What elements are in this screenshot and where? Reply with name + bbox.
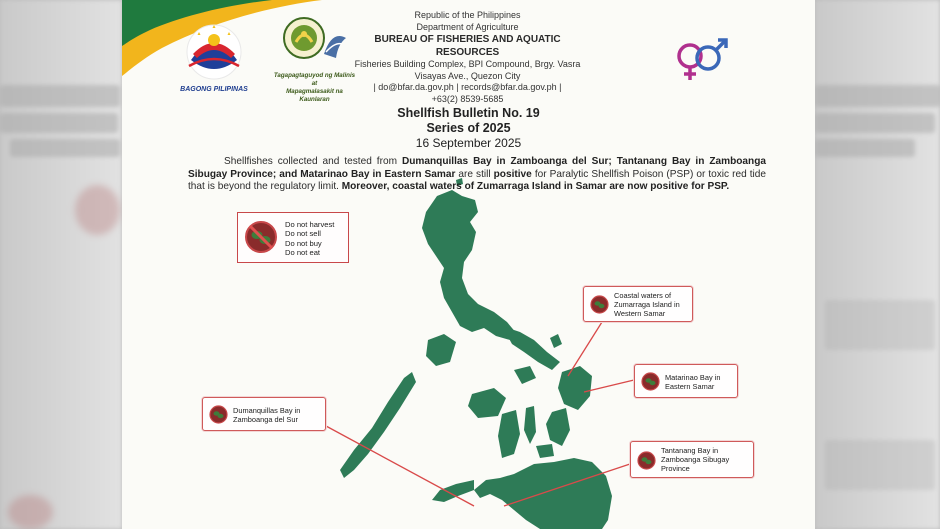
callout-tantanang [630,441,754,478]
bulletin-page [122,0,815,529]
leader-line-matarinao [584,380,634,392]
bagong-pilipinas-caption: BAGONG PILIPINAS [180,86,248,93]
blurred-background-right [815,0,940,529]
shellfish-warning-box [237,212,349,263]
warning-item: Do not eat [285,247,321,257]
blurred-callout-right [825,300,935,350]
callout-label: Matarinao Bay in Eastern Samar [665,373,721,391]
republic-line: Republic of the Philippines [414,10,521,20]
map-island-panay [468,388,506,418]
map-island-negros [498,410,520,458]
map-island-mindoro [426,334,456,366]
da-slogan-line-1: Tagapagtaguyod ng Malinis at [273,72,356,87]
blurred-text-left [10,139,120,157]
bureau-name: BUREAU OF FISHERIES AND AQUATIC RESOURCES [374,34,561,58]
blurred-text-right [815,139,915,157]
map-island-luzon [422,190,517,340]
notice-text-2: are still [455,168,494,180]
callout-label: Coastal waters of Zumarraga Island in Western Samar [614,291,680,318]
shellfish-warning-icon [590,295,609,314]
shellfish-warning-icon [209,405,228,424]
map-islands [340,178,612,529]
shellfish-warning-icon [637,451,656,470]
callout-matarinao [634,364,738,398]
notice-new-area: Moreover, coastal waters of Zumarraga Island in Samar are now positive for PSP. [341,181,730,193]
department-line: Department of Agriculture [416,21,519,32]
warning-item: Do not sell [285,229,321,239]
bulletin-title: Shellfish Bulletin No. 19 [397,106,540,120]
callout-dumanquillas [202,397,326,431]
bulletin-notice [188,156,766,194]
callout-label: Dumanquillas Bay in Zamboanga del Sur [233,406,301,424]
warning-item: Do not buy [285,238,322,248]
da-slogan-line-2: Mapagmalasakit na Kaunlaran [286,88,343,103]
address-line-1: Fisheries Building Complex, BPI Compound, Brgy. Vasra [354,59,581,69]
blurred-background-left [0,0,122,529]
address-line-2: Visayas Ave., Quezon City [414,70,521,81]
blurred-text-left [0,113,118,133]
blurred-text-right [815,113,935,133]
map-island-cebu [524,406,536,444]
blurred-text-left [0,85,120,107]
warning-list [285,220,334,257]
no-shellfish-icon [244,220,278,254]
blurred-icon-left [8,495,53,529]
warning-item: Do not harvest [285,220,335,229]
email-line: | do@bfar.da.gov.ph | records@bfar.da.gov.ph | [373,82,562,92]
map-island-zamboanga [432,480,474,502]
bulletin-series: Series of 2025 [426,121,511,135]
bulletin-date: 16 September 2025 [415,136,522,150]
map-island-bicol [502,326,560,370]
blurred-callout-right [825,440,935,490]
leader-line-zumarraga [568,322,602,376]
phone-line: +63(2) 8539-5685 [431,93,504,104]
map-island-palawan [340,372,416,478]
map-island-catanduanes [550,334,562,348]
map-island-bohol [536,444,554,458]
map-island-leyte [546,408,570,446]
callout-label: Tantanang Bay in Zamboanga Sibugay Province [661,446,730,473]
blurred-icon-left [75,185,120,235]
shellfish-warning-icon [641,372,660,391]
notice-text-3: for Paralytic Shellfish Poison (PSP) or toxic red tide that is beyond the regulatory limit. [188,168,766,193]
map-island-masbate [514,366,536,384]
map-island-samar [558,366,592,410]
notice-status: positive [493,168,532,180]
blurred-text-right [815,85,940,107]
notice-text-1: Shellfishes collected and tested from [224,156,402,167]
callout-zumarraga [583,286,693,322]
notice-affected-areas: Dumanquillas Bay in Zamboanga del Sur; Tantanang Bay in Zamboanga Sibugay Province; and Matarinao Bay in Eastern Samar [188,156,766,180]
